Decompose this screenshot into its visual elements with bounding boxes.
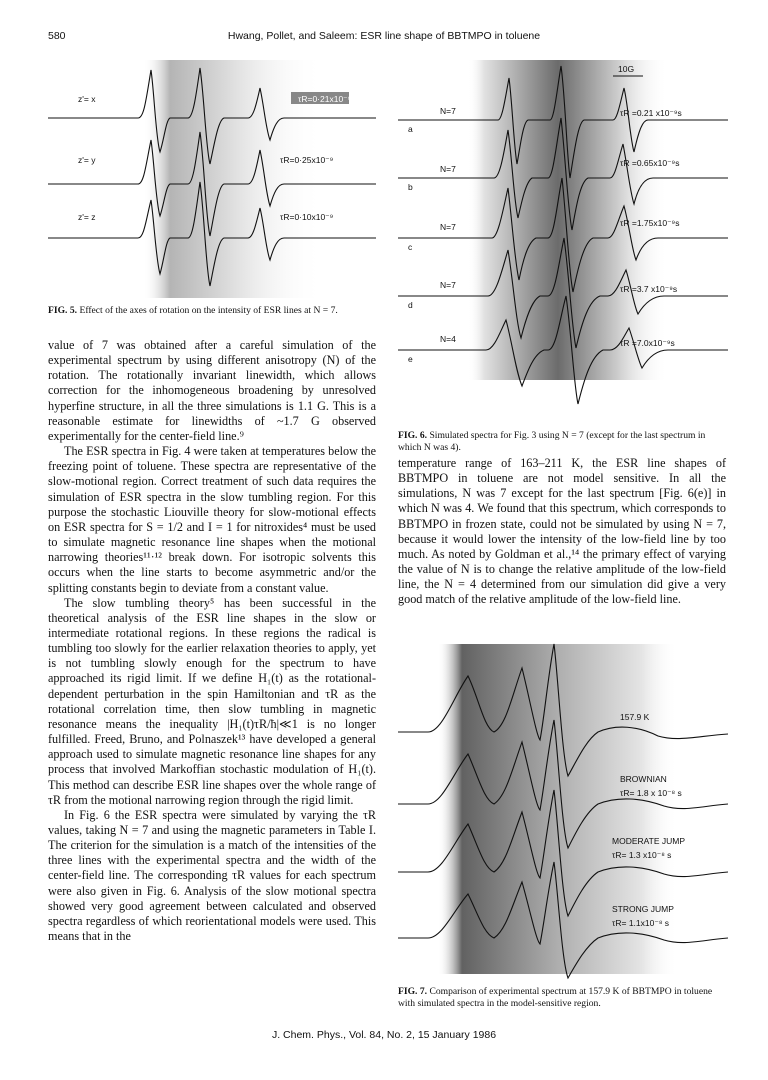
fig5-tau-x: τR=0·21x10⁻⁹ [298,94,352,104]
right-paragraph-1: temperature range of 163–211 K, the ESR line shapes of BBTMPO in toluene are not model sensitive. In all the simulations, N was 7 except for the last spectrum [Fig. 6(e)] in which N was 4. We found that this spectrum, which corresponds to BBTMPO in frozen state, could not be simulated by using N = 7, because it would lower the intensity of the low-field line by too much. As noted by Goldman et al.,¹⁴ the primary effect of varying the value of N is to change the relative amplitude of the low-field line, the N = 4 determined from our simulation did give a very good match of the relative amplitude of the low-field line. [398,456,726,607]
running-header [0,30,768,46]
figure-5-caption-label: FIG. 5. [48,305,78,316]
fig7-model-strong-jump: STRONG JUMP [612,904,674,914]
figure-6-caption-text: Simulated spectra for Fig. 3 using N = 7 (except for the last spectrum in which N was 4). [398,430,706,453]
fig7-tau-moderate-jump: τR= 1.3 x10⁻⁸ s [612,850,672,860]
fig7-temperature: 157.9 K [620,712,650,722]
running-title: Hwang, Pollet, and Saleem: ESR line shape of BBTMPO in toluene [227,30,541,42]
figure-7 [398,636,728,982]
figure-7-caption-text: Comparison of experimental spectrum at 157.9 K of BBTMPO in toluene with simulated spectra in the model-sensitive region. [398,986,713,1009]
figure-6-caption [398,430,726,454]
figure-5-caption-text: Effect of the axes of rotation on the intensity of ESR lines at N = 7. [79,305,338,316]
fig6-n-e: N=4 [440,334,456,344]
left-paragraph-4: In Fig. 6 the ESR spectra were simulated by varying the τR values, taking N = 7 and using the magnetic parameters in Table I. The criterion for the simulation is a match of the intensities of the three lines with the experimental spectra and the width of the center-field line. The corresponding τR values for each spectrum were also given in Fig. 6. Analysis of the slow motional spectra showed very good agreement between calculated and observed spectra regardless of which reorientational models were used. This means that in the [48,807,376,944]
fig6-n-d: N=7 [440,280,456,290]
left-paragraph-1: value of 7 was obtained after a careful simulation of the experimental spectrum by using different anisotropy (N) of the rotation. The rotationally invariant linewidth, which allows correction for the inhomogeneous broadening by unresolved hyperfine structure, in all the three simulations is 1.1 G. This is a reasonable estimate for linewidths of ~1.7 G observed experimentally for the center-field line.⁹ [48,338,376,443]
fig6-letter-d: d [408,300,413,310]
figure-6-caption-label: FIG. 6. [398,430,428,441]
figure-6 [398,60,728,420]
fig6-n-b: N=7 [440,164,456,174]
fig6-tau-b: τR =0.65x10⁻⁹s [620,158,680,168]
page-number: 580 [48,30,66,42]
fig6-n-a: N=7 [440,106,456,116]
fig6-n-c: N=7 [440,222,456,232]
fig5-label-y: z'= y [78,155,96,165]
fig6-letter-b: b [408,182,413,192]
fig5-tau-z: τR=0·10x10⁻⁹ [280,212,334,222]
fig6-tau-e: τR =7.0x10⁻⁹s [620,338,675,348]
figure-5 [48,60,376,298]
left-paragraph-2: The ESR spectra in Fig. 4 were taken at temperatures below the freezing point of toluene. These spectra are representative of the slow-motional region. Correct treatment of such data requires the simulation of ESR spectra in the slow tumbling region. For this purpose the stochastic Liouville theory for slow-motional effects on ESR spectra for S = 1/2 and I = 1 for nitroxides⁴ must be used to simulate magnetic resonance line shapes when the motional narrowing theories¹¹·¹² break down. For isotropic solvents this occurs when the line starts to become asymmetric and/or the splitting constants begin to deviate from a constant value. [48,444,376,595]
fig7-model-moderate-jump: MODERATE JUMP [612,836,686,846]
fig6-tau-a: τR =0.21 x10⁻⁹s [620,108,682,118]
fig6-tau-c: τR =1.75x10⁻⁹s [620,218,680,228]
journal-footer: J. Chem. Phys., Vol. 84, No. 2, 15 January 1986 [271,1029,497,1041]
fig7-tau-strong-jump: τR= 1.1x10⁻⁸ s [612,918,670,928]
fig6-letter-a: a [408,124,413,134]
fig6-scale-label: 10G [618,64,635,74]
fig6-letter-e: e [408,354,413,364]
left-paragraph-3: The slow tumbling theory⁵ has been successful in the theoretical analysis of the ESR line shapes in the slow or intermediate rotational regions. In these regions the radical is tumbling too slowly for the earlier relaxation theories to apply, yet is not tumbling slowly enough for the spectrum to have approached its rigid limit. If we define H₁(t) as the rotational-dependent perturbation in the spin Hamiltonian and τR as the rotational correlation time, then slow tumbling in magnetic resonance means the inequality |H₁(t)τR/ħ|≪1 is no longer fulfilled. Freed, Bruno, and Polnaszek¹³ have developed a general approach used to simulate magnetic resonance line shapes for any process that involved Markoffian stochastic modulation of H₁(t). This method can describe ESR line shapes over the whole range of τR from the motional narrowing region through the rigid limit. [48,595,376,807]
figure-5-caption [48,305,378,317]
fig5-tau-y: τR=0·25x10⁻⁹ [280,155,334,165]
figure-7-caption-label: FIG. 7. [398,986,428,997]
fig6-letter-c: c [408,242,413,252]
fig5-label-z: z'= z [78,212,96,222]
left-column-text [48,338,376,944]
fig6-tau-d: τR =3.7 x10⁻⁹s [620,284,678,294]
fig7-tau-brownian: τR= 1.8 x 10⁻⁸ s [620,788,682,798]
fig5-label-x: z'= x [78,94,96,104]
fig7-model-brownian: BROWNIAN [620,774,667,784]
figure-7-caption [398,986,726,1010]
right-column-text [398,456,726,608]
